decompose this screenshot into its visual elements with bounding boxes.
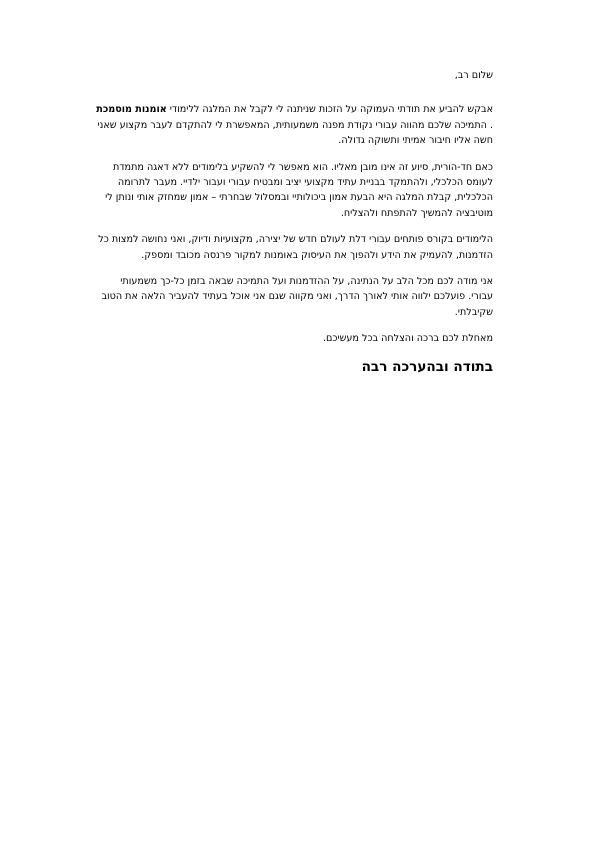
paragraph-single-mother: כאם חד-הורית, סיוע זה אינו מובן מאליו. הוא מאפשר לי להשקיע בלימודים ללא דאגה מתמדת לעומס הכלכלי, ולהתמקד בבניית עתיד מקצועי יציב ומבטיח עבורי ועבור ילדיי. מעבר לתרומה הכלכלית, קבלת המלגה היא הבעת אמון ביכולותיי ובמסלול שבחרתי – אמון שמחזק אותי ונותן לי מוטיבציה להמשיך להתפתח ולהצליח. bbox=[105, 161, 493, 219]
paragraph-wishes: מאחלת לכם ברכה והצלחה בכל מעשיכם. bbox=[323, 333, 493, 345]
paragraph-studies: הלימודים בקורס פותחים עבורי דלת לעולם חדש של יצירה, מקצועיות ודיוק, ואני נחושה למצות כל הזדמנות, להעמיק את הידע ולהפוך את העיסוק באומנות למקור פרנסה מכובד ומספק. bbox=[98, 234, 493, 261]
signoff: בתודה ובהערכה רבה bbox=[361, 358, 493, 375]
course-name: אומנות מוסמכת bbox=[96, 104, 167, 116]
paragraph-gratitude bbox=[93, 102, 493, 148]
paragraph-gratitude-end: . התמיכה שלכם מהווה עבורי נקודת מפנה משמעותית, המאפשרת לי להתקדם לעבר מקצוע שאני חשה אליו חיבור אמיתי ותשוקה גדולה. bbox=[97, 119, 493, 147]
paragraph-thanks: אני מודה לכם מכל הלב על הנתינה, על ההזדמנות ועל התמיכה שבאה בזמן כל-כך משמעותי עבורי. פועלכם ילווה אותי לאורך הדרך, ואני מקווה שגם אני אוכל בעתיד להעביר הלאה את הטוב שקיבלתי. bbox=[101, 276, 493, 318]
greeting: שלום רב, bbox=[454, 70, 493, 81]
letter-body bbox=[93, 68, 493, 376]
paragraph-gratitude-start: אבקש להביע את תודתי העמוקה על הזכות שניתנה לי לקבל את המלגה ללימודי bbox=[166, 104, 493, 116]
